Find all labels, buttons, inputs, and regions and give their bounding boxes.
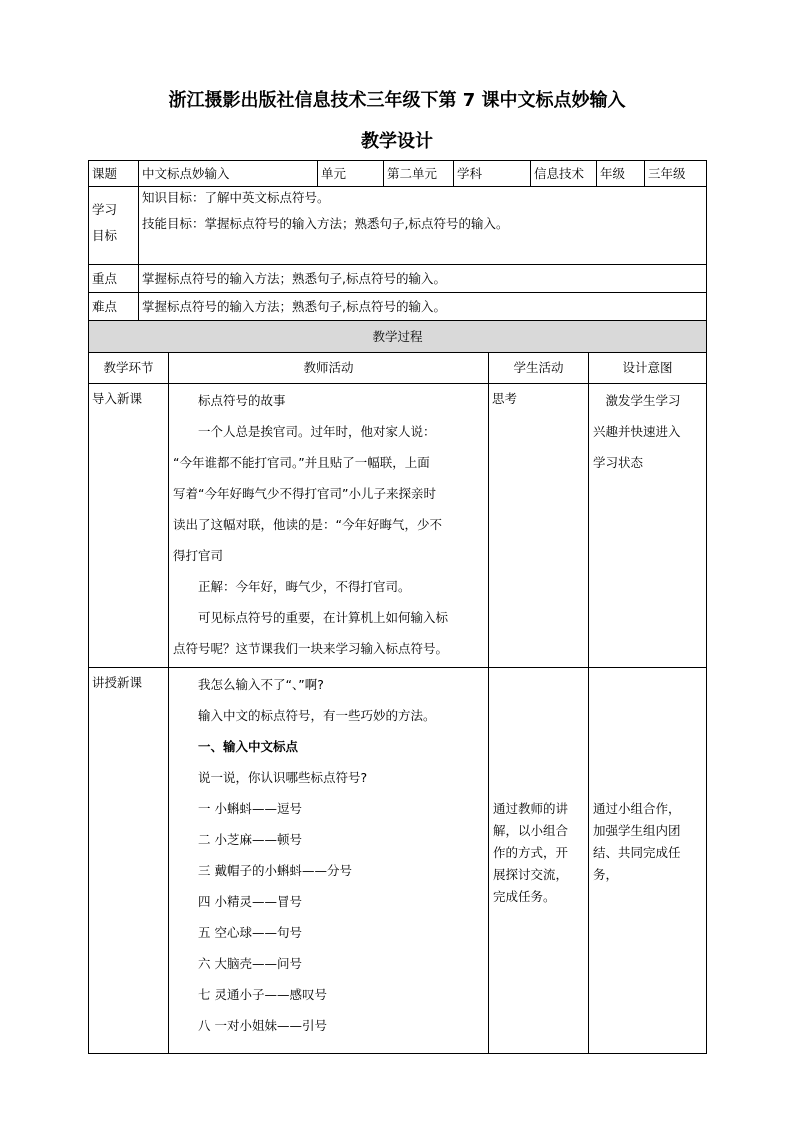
intent-line: 加强学生组内团 bbox=[593, 823, 681, 838]
difficult-value: 掌握标点符号的输入方法；熟悉句子,标点符号的输入。 bbox=[139, 293, 707, 321]
header-intent: 设计意图 bbox=[589, 353, 707, 384]
student-line: 完成任务。 bbox=[493, 889, 556, 904]
intent-line: 通过小组合作， bbox=[593, 801, 681, 816]
section-title: 教学过程 bbox=[89, 321, 707, 353]
student-line: 通过教师的讲 bbox=[493, 801, 569, 816]
stage-cell: 讲授新课 bbox=[89, 668, 169, 1054]
teacher-line: 四 小精灵——冒号 bbox=[198, 894, 302, 909]
label-goals bbox=[89, 187, 139, 265]
goal-knowledge: 知识目标：了解中英文标点符号。 bbox=[142, 190, 330, 205]
document-title: 浙江摄影出版社信息技术三年级下第 7 课中文标点妙输入 bbox=[168, 90, 626, 111]
goals-value bbox=[139, 187, 707, 265]
table-row bbox=[89, 668, 707, 1054]
student-line: 作的方式，开 bbox=[493, 845, 569, 860]
teacher-line: 二 小芝麻——顿号 bbox=[198, 832, 302, 847]
teacher-line: 八 一对小姐妹——引号 bbox=[198, 1018, 327, 1033]
header-stage: 教学环节 bbox=[89, 353, 169, 384]
grade-value: 三年级 bbox=[645, 161, 707, 187]
student-line: 展探讨交流， bbox=[493, 867, 569, 882]
lesson-info-table bbox=[88, 160, 707, 321]
stage-cell: 导入新课 bbox=[89, 384, 169, 668]
teacher-line: 标点符号的故事 bbox=[198, 393, 286, 408]
teacher-line: 写着“今年好晦气少不得打官司”小儿子来探亲时 bbox=[173, 486, 436, 501]
teacher-line: 得打官司 bbox=[173, 548, 224, 563]
label-goals-line1: 学习 bbox=[92, 202, 118, 217]
student-activity-cell bbox=[489, 668, 589, 1054]
label-grade: 年级 bbox=[597, 161, 645, 187]
key-value: 掌握标点符号的输入方法；熟悉句子,标点符号的输入。 bbox=[139, 265, 707, 293]
design-intent-cell bbox=[589, 384, 707, 668]
teacher-line: 我怎么输入不了“、”啊? bbox=[198, 677, 324, 692]
label-topic: 课题 bbox=[89, 161, 139, 187]
teacher-line: 读出了这幅对联，他读的是：“今年好晦气，少不 bbox=[173, 517, 442, 532]
teacher-line: 六 大脑壳——问号 bbox=[198, 956, 302, 971]
teacher-line: 点符号呢？这节课我们一块来学习输入标点符号。 bbox=[173, 641, 449, 656]
teacher-line: 七 灵通小子——感叹号 bbox=[198, 987, 327, 1002]
intent-line: 结、共同完成任 bbox=[593, 845, 681, 860]
teacher-line: 说一说，你认识哪些标点符号? bbox=[198, 770, 368, 785]
teacher-activity-cell bbox=[169, 384, 489, 668]
label-subject: 学科 bbox=[454, 161, 531, 187]
label-unit: 单元 bbox=[318, 161, 384, 187]
teacher-line: 三 戴帽子的小蝌蚪——分号 bbox=[198, 863, 352, 878]
label-difficult: 难点 bbox=[89, 293, 139, 321]
header-student: 学生活动 bbox=[489, 353, 589, 384]
intent-line: 激发学生学习 bbox=[605, 393, 681, 408]
label-goals-line2: 目标 bbox=[92, 228, 118, 243]
teacher-line: 正解：今年好，晦气少，不得打官司。 bbox=[198, 579, 411, 594]
teacher-line: “今年谁都不能打官司。”并且贴了一幅联，上面 bbox=[173, 455, 430, 470]
student-line: 解，以小组合 bbox=[493, 823, 569, 838]
table-row bbox=[89, 384, 707, 668]
teacher-line: 五 空心球——句号 bbox=[198, 925, 302, 940]
document-subtitle: 教学设计 bbox=[361, 131, 433, 152]
teacher-line: 一个人总是挨官司。过年时，他对家人说： bbox=[198, 424, 436, 439]
teacher-activity-cell bbox=[169, 668, 489, 1054]
teacher-line: 可见标点符号的重要，在计算机上如何输入标 bbox=[198, 610, 449, 625]
teacher-line: 一、输入中文标点 bbox=[198, 739, 299, 754]
label-key: 重点 bbox=[89, 265, 139, 293]
teacher-line: 一 小蝌蚪——逗号 bbox=[198, 801, 302, 816]
header-teacher: 教师活动 bbox=[169, 353, 489, 384]
unit-value: 第二单元 bbox=[384, 161, 454, 187]
design-intent-cell bbox=[589, 668, 707, 1054]
teacher-line: 输入中文的标点符号，有一些巧妙的方法。 bbox=[198, 708, 436, 723]
student-activity-cell: 思考 bbox=[489, 384, 589, 668]
intent-line: 兴趣并快速进入 bbox=[593, 424, 681, 439]
topic-value: 中文标点妙输入 bbox=[139, 161, 318, 187]
goal-skill: 技能目标：掌握标点符号的输入方法；熟悉句子,标点符号的输入。 bbox=[142, 216, 509, 231]
teaching-process-table bbox=[88, 320, 707, 1054]
intent-line: 学习状态 bbox=[593, 455, 644, 470]
subject-value: 信息技术 bbox=[531, 161, 597, 187]
intent-line: 务， bbox=[593, 867, 619, 882]
